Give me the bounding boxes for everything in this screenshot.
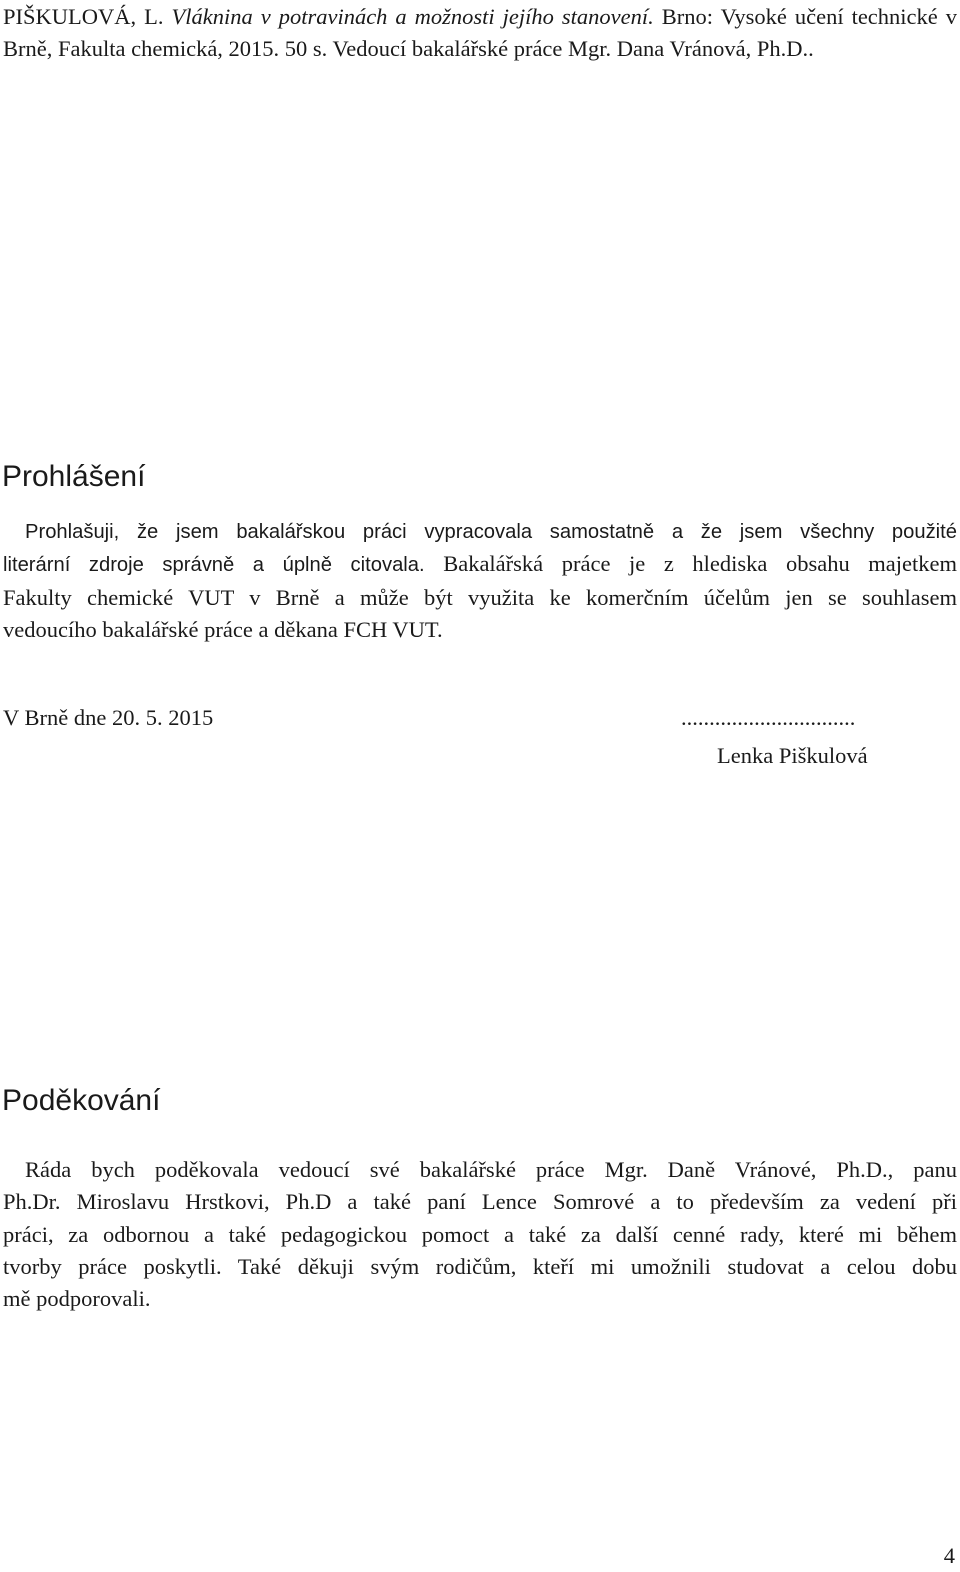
citation-details: Brno: Vysoké učení technické v Brně, Fakulta chemická, 2015. 50 s. Vedoucí bakalářské práce Mgr. Dana Vránová, Ph.D..: [3, 4, 958, 62]
acknowledgement-heading: Poděkování: [2, 1084, 161, 1117]
declaration-line-4: vedoucího bakalářské práce a děkana FCH VUT.: [3, 616, 443, 642]
acknowledgement-line-5: mě podporovali.: [3, 1286, 151, 1312]
declaration-heading: Prohlášení: [2, 460, 146, 493]
signature-name: Lenka Piškulová: [717, 743, 868, 768]
declaration-line-2: [3, 548, 957, 581]
acknowledgement-line-4: tvorby práce poskytli. Také děkuji svým rodičům, kteří mi umožnili studovat a celou dobu: [3, 1253, 957, 1279]
declaration-paragraph: [3, 516, 957, 646]
declaration-line-3: Fakulty chemické VUT v Brně a může být využita ke komerčním účelům jen se souhlasem: [3, 584, 957, 610]
acknowledgement-line-2: Ph.Dr. Miroslavu Hrstkovi, Ph.D a také paní Lence Somrové a to především za vedení při: [3, 1189, 957, 1215]
declaration-line-1: Prohlašuji, že jsem bakalářskou práci vypracovala samostatně a že jsem všechny použité: [25, 521, 957, 543]
page-number: 4: [943, 1543, 955, 1568]
declaration-line-2a: literární zdroje správně a úplně citovala.: [3, 554, 425, 577]
place-and-date: V Brně dne 20. 5. 2015: [3, 705, 214, 730]
citation-authors: PIŠKULOVÁ, L.: [3, 4, 172, 29]
bibliographic-citation: [3, 1, 957, 66]
citation-title: Vláknina v potravinách a možnosti jejího stanovení.: [171, 4, 654, 29]
acknowledgement-paragraph: [3, 1154, 957, 1315]
acknowledgement-line-1: Ráda bych poděkovala vedoucí své bakalářské práce Mgr. Daně Vránové, Ph.D., panu: [25, 1157, 957, 1182]
acknowledgement-line-3: práci, za odbornou a také pedagogickou pomoct a také za další cenné rady, které mi během: [3, 1221, 957, 1247]
declaration-line-2b: Bakalářská práce je z hlediska obsahu majetkem: [424, 551, 958, 577]
signature-line: ...............................: [681, 705, 856, 730]
